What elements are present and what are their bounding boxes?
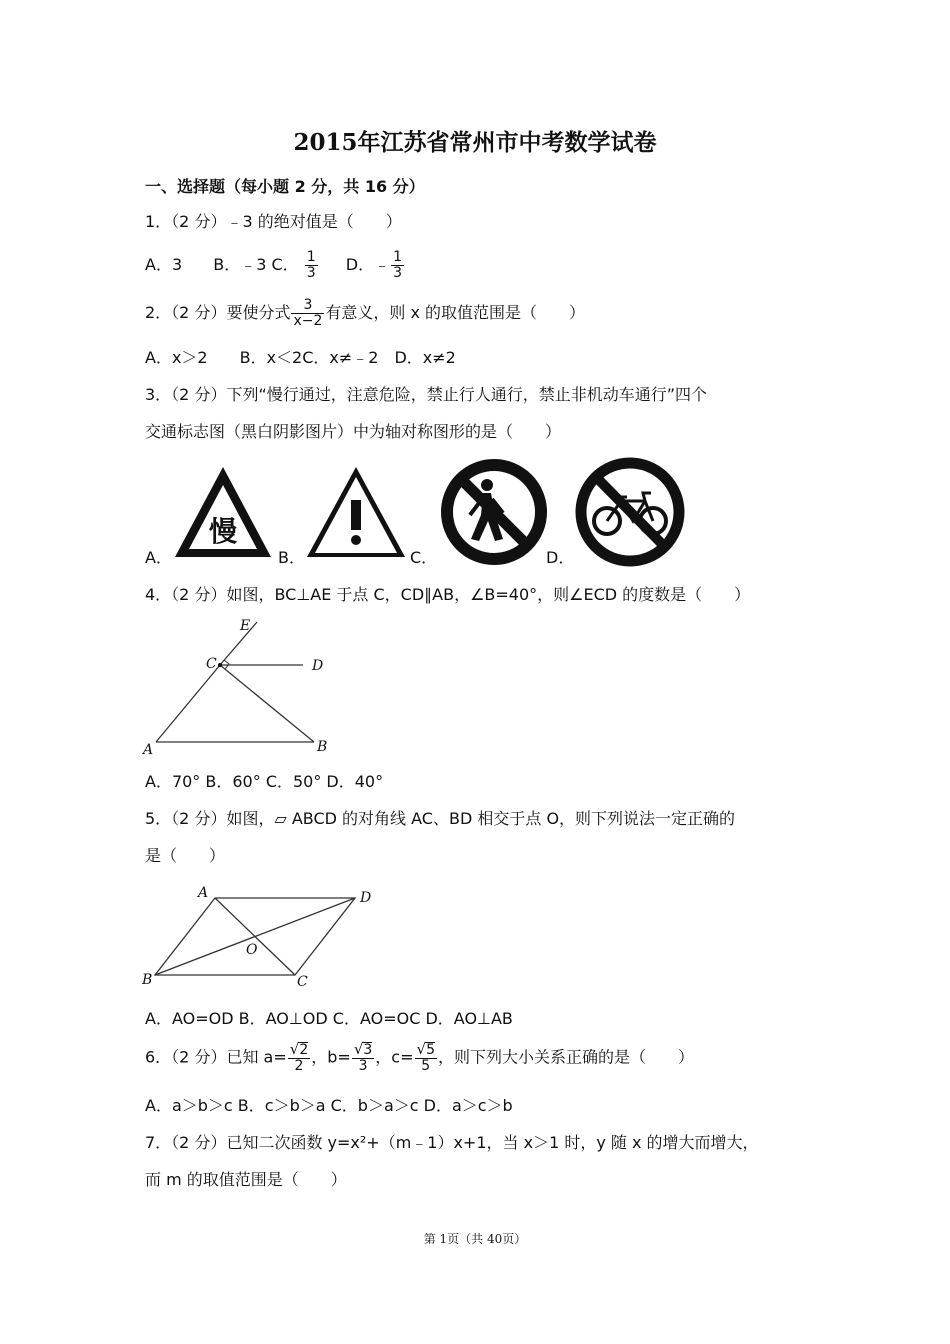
q3-sign-b-danger: [307, 467, 405, 557]
q3-sign-c-no-pedestrian: [447, 465, 541, 559]
q5-label-c: C: [297, 974, 308, 990]
q6-b-pre: ，b=: [311, 1047, 351, 1067]
q5-figure: [140, 880, 380, 995]
q6-stem-post: ，则下列大小关系正确的是（ ）: [438, 1047, 695, 1067]
q2-stem-pre: 2．（2 分）要使分式: [145, 303, 291, 322]
q5-label-b: B: [142, 972, 153, 988]
q1-option-d: D．﹣: [345, 255, 391, 274]
q1-fraction-c: [305, 250, 318, 281]
q4-label-c: C: [206, 656, 217, 672]
q1-fraction-d: [391, 250, 404, 281]
q1-frac-d-den: 3: [393, 265, 403, 281]
q4-label-d: D: [312, 658, 324, 674]
q3-label-b: B．: [278, 548, 305, 567]
q2-frac-num: 3: [291, 298, 324, 314]
q4-label-b: B: [317, 739, 328, 755]
q2-options: A．x＞2 B．x＜2C．x≠﹣2 D．x≠2: [145, 348, 456, 367]
q1-frac-c-num: 1: [306, 249, 316, 265]
q6-b-num: 3: [363, 1042, 373, 1058]
q4-options: A．70° B．60° C．50° D．40°: [145, 772, 384, 791]
q2-frac-den: x−2: [293, 313, 323, 329]
q2-stem-post: 有意义，则 x 的取值范围是（ ）: [325, 303, 586, 322]
page-title: 2015年江苏省常州市中考数学试卷: [293, 129, 657, 156]
q5-label-o: O: [246, 942, 258, 958]
q5-label-a: A: [198, 885, 209, 901]
q3-label-a: A．: [145, 548, 172, 567]
q1-stem: 1．（2 分）﹣3 的绝对值是（ ）: [145, 212, 402, 231]
q6-stem-pre: 6．（2 分）已知 a=: [145, 1047, 287, 1067]
q3-sign-d-no-bicycle: [581, 463, 679, 561]
q5-stem-line2: 是（ ）: [145, 846, 226, 865]
q3-stem-line1: 3．（2 分）下列“慢行通过，注意危险，禁止行人通行，禁止非机动车通行”四个: [145, 385, 708, 404]
q7-stem-line2: 而 m 的取值范围是（ ）: [145, 1170, 347, 1189]
q3-label-c: C．: [410, 548, 438, 567]
q4-stem: 4．（2 分）如图，BC⊥AE 于点 C，CD∥AB，∠B=40°，则∠ECD 的度数是（ ）: [145, 585, 751, 604]
q4-label-e: E: [240, 618, 251, 634]
section-heading: 一、选择题（每小题 2 分，共 16 分）: [145, 177, 425, 196]
q7-stem-line1: 7．（2 分）已知二次函数 y=x²+（m﹣1）x+1，当 x＞1 时，y 随 x 的增大而增大，: [145, 1133, 759, 1152]
q1-frac-d-num: 1: [393, 249, 403, 265]
q6-c-num: 5: [426, 1042, 435, 1058]
q4-figure: [140, 612, 340, 762]
q6-a-num: 2: [299, 1042, 309, 1058]
sqrt-icon: √: [416, 1040, 427, 1058]
q3-sign-a-slow: [175, 467, 271, 557]
q6-stem: [145, 1042, 694, 1074]
q4-label-a: A: [143, 742, 154, 758]
q6-c-pre: ，c=: [375, 1047, 414, 1067]
q5-options: A．AO=OD B．AO⊥OD C．AO=OC D．AO⊥AB: [145, 1009, 513, 1028]
q1-option-b: B．﹣3 C．: [213, 255, 299, 274]
q6-fraction-c: [415, 1042, 437, 1074]
q6-fraction-b: [352, 1042, 374, 1074]
sqrt-icon: √: [289, 1040, 300, 1058]
q2-fraction: [291, 298, 324, 329]
q2-stem: [145, 298, 585, 329]
sqrt-icon: √: [353, 1040, 364, 1058]
q1-frac-c-den: 3: [306, 265, 316, 281]
q6-b-den: 3: [358, 1058, 368, 1074]
q5-stem-line1: 5．（2 分）如图，▱ ABCD 的对角线 AC、BD 相交于点 O，则下列说法一定正确的: [145, 809, 736, 828]
q6-fraction-a: [288, 1042, 310, 1074]
q6-a-den: 2: [294, 1058, 304, 1074]
q1-options: [145, 250, 405, 281]
q3-sign-a-char: 慢: [208, 515, 238, 548]
q3-stem-line2: 交通标志图（黑白阴影图片）中为轴对称图形的是（ ）: [145, 422, 562, 441]
q6-c-den: 5: [421, 1058, 431, 1074]
q3-label-d: D．: [546, 548, 575, 567]
page-footer: 第 1页（共 40页）: [423, 1232, 527, 1246]
q6-options: A．a＞b＞c B．c＞b＞a C．b＞a＞c D．a＞c＞b: [145, 1096, 513, 1115]
q1-option-a: A．3: [145, 255, 183, 274]
q5-label-d: D: [360, 890, 372, 906]
